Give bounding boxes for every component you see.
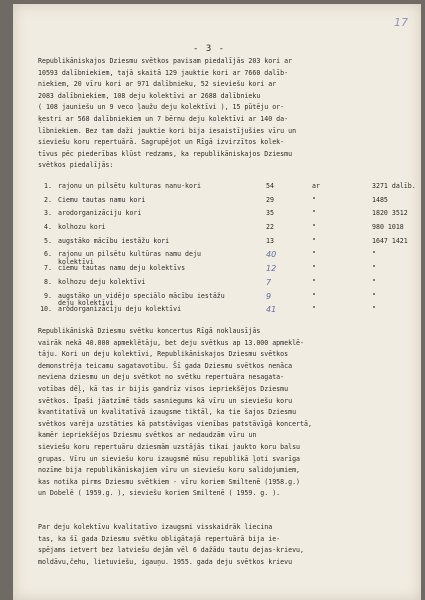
text-line: tas, ka šī gada Dziesmu svētku obligātajā repertuārā bija ie- bbox=[38, 534, 281, 543]
list-number: 8. bbox=[44, 277, 52, 286]
text-line: kamēr iepriekšējos Dziesmu svētkos ar nedaudzām vīru un bbox=[38, 431, 257, 440]
list-label: kolhozu deju kolektīvi bbox=[58, 277, 146, 286]
document-page bbox=[13, 4, 421, 600]
list-word: " bbox=[312, 236, 316, 245]
list-item bbox=[36, 210, 416, 224]
list-word: " bbox=[312, 264, 316, 273]
list-label: kolhozu kori bbox=[58, 223, 106, 232]
handwritten-count: 7 bbox=[266, 277, 272, 287]
text-line: Par deju kolektīvu kvalitatīvo izaugsmi visskaidrāk liecina bbox=[38, 523, 273, 531]
list-count: 22 bbox=[266, 223, 274, 232]
text-line: demonstrēja teicamu sagatavotību. Šī gada Dziesmu svētkos nenāca bbox=[38, 361, 293, 370]
participant-count: " bbox=[372, 264, 376, 273]
participant-count: " bbox=[372, 277, 376, 286]
participant-count: " bbox=[372, 305, 376, 314]
text-line: kvantitatīvā un kvalitatīvā izaugsme tiktāl, ka tie šajos Dziesmu bbox=[38, 408, 297, 417]
text-line: sieviešu koru repertuāru dziesmām uzstājās tikai jaukto koru balsu bbox=[38, 442, 301, 451]
list-number: 1. bbox=[44, 182, 52, 190]
list-number: 7. bbox=[44, 264, 52, 273]
participant-count: 1820 3512 bbox=[372, 209, 408, 218]
handwritten-page-number: 17 bbox=[394, 16, 408, 29]
text-line: 10593 dalībniekiem, tajā skaitā 129 jauktie kori ar 7660 dalīb- bbox=[38, 68, 289, 77]
list-word: " bbox=[312, 223, 316, 232]
participant-count: 1485 bbox=[372, 195, 388, 204]
text-line: kas notika pirms Dziesmu svētkiem - vīru koriem Smiltenē (1958.g.) bbox=[38, 477, 301, 486]
text-line: svētkos. Īpaši jāatzīmē tāds sasniegums kā vīru un sieviešu koru bbox=[38, 396, 293, 405]
list-item bbox=[36, 265, 416, 279]
text-line: spējams ietvert bez latviešu dejām vēl 6 dažādu tautu dejas-krievu, bbox=[38, 546, 304, 555]
text-line: Republikāniskajos Dziesmu svētkos pavisam piedalījās 203 kori ar bbox=[38, 57, 293, 65]
list-item bbox=[36, 224, 416, 238]
final-paragraph bbox=[38, 522, 408, 568]
list-item bbox=[36, 279, 416, 293]
text-line: votības dēļ, kā tas ir bijis gandrīz visos iepriekšējos Dziesmu bbox=[38, 384, 289, 393]
list-number: 4. bbox=[44, 223, 52, 232]
handwritten-count: 41 bbox=[266, 305, 277, 315]
list-number: 2. bbox=[44, 195, 52, 204]
list-item bbox=[36, 293, 416, 307]
list-number: 9. bbox=[44, 291, 52, 300]
list-label: rajonu un pilsētu kultūras namu deju kolektīvi bbox=[58, 250, 201, 266]
page-number: - 3 - bbox=[193, 44, 226, 54]
list-number: 3. bbox=[44, 209, 52, 218]
list-label: arodorganizāciju kori bbox=[58, 209, 142, 218]
list-label: Ciemu tautas namu kori bbox=[58, 195, 146, 204]
text-line: nozīme bija republikāniskajiem vīru un sieviešu koru salidojumiem, bbox=[38, 466, 301, 475]
text-line: tāju. Kori un deju kolektīvi, Republikāniskajos Dziesmu svētkos bbox=[38, 350, 289, 359]
list-number: 6. bbox=[44, 250, 52, 259]
list-item bbox=[36, 238, 416, 252]
participant-count: 3271 bbox=[372, 182, 388, 190]
participant-count: 1647 1421 bbox=[372, 236, 408, 245]
handwritten-count: 40 bbox=[266, 250, 277, 260]
text-line: neviena dziesmu un deju svētkot no svētku repertuāra nesagata- bbox=[38, 373, 285, 382]
text-line: svētkos varēja uzstāties kā patstāvīgas vienības patstāvīgā koncertā, bbox=[38, 419, 312, 428]
list-count: 13 bbox=[266, 236, 274, 245]
text-line: svētkos piedalījās: bbox=[38, 161, 114, 170]
list-word: ar bbox=[312, 182, 320, 190]
list-item bbox=[36, 183, 416, 197]
list-number: 5. bbox=[44, 236, 52, 245]
list-item bbox=[36, 197, 416, 211]
intro-paragraph bbox=[38, 56, 408, 172]
list-label: augstāko un vidējo speciālo mācību iestāžu deju kolektīvi bbox=[58, 291, 225, 307]
participant-count: " bbox=[372, 291, 376, 300]
text-line: Republikāniskā Dziesmu svētku koncertus Rīgā noklausījās bbox=[38, 327, 261, 335]
list-label: rajonu un pilsētu kulturas nanu-kori bbox=[58, 182, 201, 190]
text-line: tīvus pēc piederības klūst redzams, ka republikāniskajos Dziesmu bbox=[38, 149, 293, 158]
text-line: sieviešu koru repertuārā. Sagrupējot un Rīgā izvirzītos kolek- bbox=[38, 138, 285, 147]
text-line: grupas. Vīru un sieviešu koru izaugsmē mūsu republikā ļoti svarīga bbox=[38, 454, 301, 463]
text-line: niekiem, 20 vīru kori ar 971 dalībnieku, 52 sieviešu kori ar bbox=[38, 80, 277, 89]
text-line: 2083 dalībniekiem, 108 deju kolektīvi ar 2688 dalībnieku bbox=[38, 91, 261, 100]
list-count: 29 bbox=[266, 195, 274, 204]
text-line: ķestri ar 568 dalībniekiem un 7 bērnu deju kolektīvi ar 140 da- bbox=[38, 114, 289, 123]
list-word: " bbox=[312, 250, 316, 259]
list-number: 10. bbox=[40, 305, 52, 314]
list-label: augstāko mācību iestāžu kori bbox=[58, 236, 170, 245]
main-paragraph bbox=[38, 326, 408, 500]
participant-count: 980 1018 bbox=[372, 223, 404, 232]
list-word: " bbox=[312, 195, 316, 204]
list-word: " bbox=[312, 209, 316, 218]
text-line: un Dobelē ( 1959.g. ), sieviešu koriem Smiltenē ( 1959. g. ). bbox=[38, 489, 281, 498]
handwritten-count: 12 bbox=[266, 264, 277, 274]
text-line: lībniekiem. Bez tam daži jauktie kori bija iesaistījušies vīru un bbox=[38, 126, 297, 135]
list-count: 35 bbox=[266, 209, 274, 218]
list-count: 54 bbox=[266, 182, 274, 190]
participation-list bbox=[36, 183, 416, 320]
list-participants bbox=[372, 183, 416, 190]
list-item bbox=[36, 251, 416, 265]
list-item bbox=[36, 306, 416, 320]
list-word: " bbox=[312, 277, 316, 286]
participant-count: " bbox=[372, 250, 376, 259]
list-label: ciemu tautas namu deju kolektīvs bbox=[58, 264, 186, 273]
handwritten-count: 9 bbox=[266, 291, 272, 301]
list-label: arodorganizāciju deju kolektīvi bbox=[58, 305, 182, 314]
list-word: " bbox=[312, 291, 316, 300]
list-word: " bbox=[312, 305, 316, 314]
text-line: ( 108 jauniešu un 9 veco ļaužu deju kolektīvi ), 15 pūtēju or- bbox=[38, 103, 285, 112]
text-line: moldāvu,čehu, lietuviešu, igauņu. 1955. gada deju svētkos krievu bbox=[38, 557, 293, 566]
unit-label: dalīb. bbox=[391, 182, 416, 190]
text-line: vairāk nekā 40.000 apmeklētāju, bet deju svētkus ap 13.000 apmeklē- bbox=[38, 338, 304, 347]
